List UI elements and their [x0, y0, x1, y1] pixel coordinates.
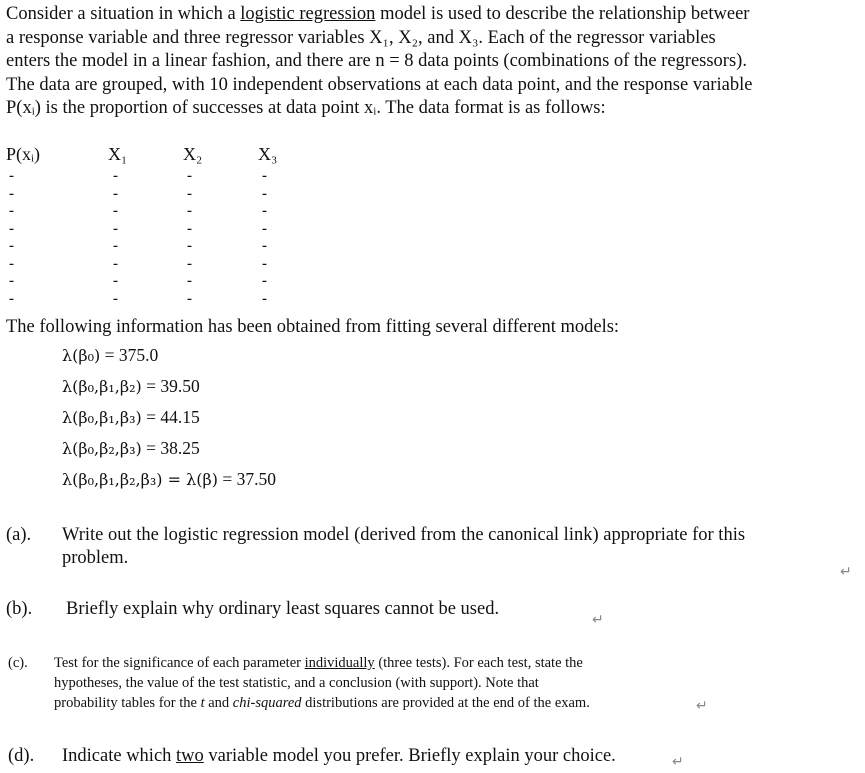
dash: -	[262, 255, 267, 272]
dash: -	[262, 203, 267, 219]
dash: -	[9, 185, 14, 202]
question-c-line-3: probability tables for the t and chi-squared distributions are provided at the end of the exam.	[54, 695, 590, 711]
header-x3: X₃	[258, 144, 278, 164]
dash: -	[113, 203, 118, 219]
intro-line-2: a response variable and three regressor variables X₁, X₂, and X₃. Each of the regressor variables	[6, 27, 716, 48]
dash-column-x3	[262, 168, 267, 308]
dash: -	[113, 168, 118, 184]
dash: -	[9, 255, 14, 272]
dash: -	[9, 203, 14, 219]
dash: -	[262, 185, 267, 202]
dash: -	[113, 273, 118, 289]
intro-line-1: Consider a situation in which a logistic regression model is used to describe the relationship betweer	[6, 4, 750, 24]
question-d-label: (d).	[8, 746, 35, 766]
dash: -	[113, 290, 118, 307]
question-a-line-2: problem.	[62, 548, 129, 568]
dash: -	[187, 203, 192, 219]
question-d-text: Indicate which two variable model you prefer. Briefly explain your choice.	[62, 746, 616, 766]
header-p-xi: P(xᵢ)	[6, 144, 40, 164]
question-c-line-2: hypotheses, the value of the test statistic, and a conclusion (with support). Note that	[54, 675, 539, 691]
dash: -	[9, 290, 14, 307]
dash: -	[187, 168, 192, 184]
dash: -	[113, 220, 118, 237]
intro-line-4: The data are grouped, with 10 independent observations at each data point, and the response variable	[6, 74, 753, 95]
equation-b0: λ(β₀) = 375.0	[62, 345, 159, 365]
question-b-text: Briefly explain why ordinary least squares cannot be used.	[66, 599, 500, 619]
dash: -	[113, 255, 118, 272]
intro-line-5: P(xᵢ) is the proportion of successes at data point xᵢ. The data format is as follows:	[6, 98, 606, 118]
question-c-line-1: Test for the significance of each parameter individually (three tests). For each test, state the	[54, 655, 583, 671]
dash: -	[262, 238, 267, 254]
dash: -	[9, 168, 14, 184]
dash: -	[187, 290, 192, 307]
return-icon: ↵	[592, 612, 604, 628]
return-icon: ↵	[696, 698, 708, 714]
intro-paragraph	[6, 3, 865, 121]
logistic-regression-link: logistic regression	[240, 4, 376, 24]
equation-b0-b2-b3: λ(β₀,β₂,β₃) = 38.25	[62, 438, 200, 458]
question-c-label: (c).	[8, 655, 28, 671]
dash: -	[187, 273, 192, 289]
header-x1: X₁	[108, 144, 128, 164]
question-a-line-1: Write out the logistic regression model (derived from the canonical link) appropriate for this	[62, 525, 746, 545]
dash: -	[187, 238, 192, 254]
question-a-label: (a).	[6, 525, 32, 545]
dash: -	[262, 168, 267, 184]
dash: -	[262, 273, 267, 289]
dash: -	[187, 185, 192, 202]
equation-full-model: λ(β₀,β₁,β₂,β₃) = λ(β) = 37.50	[62, 469, 276, 489]
dash-column-x1	[113, 168, 118, 308]
dash: -	[113, 238, 118, 254]
intro-line-3: enters the model in a linear fashion, and there are n = 8 data points (combinations of the regressors).	[6, 51, 747, 71]
dash-column-x2	[187, 168, 192, 308]
dash: -	[9, 220, 14, 237]
dash: -	[9, 238, 14, 254]
dash: -	[113, 185, 118, 202]
dash-column-p	[9, 168, 14, 308]
return-icon: ↵	[840, 564, 852, 580]
info-text: The following information has been obtained from fitting several different models:	[6, 317, 620, 337]
dash: -	[9, 273, 14, 289]
dash: -	[187, 220, 192, 237]
question-b-label: (b).	[6, 599, 33, 619]
dash: -	[262, 290, 267, 307]
equation-b0-b1-b2: λ(β₀,β₁,β₂) = 39.50	[62, 376, 200, 396]
dash: -	[187, 255, 192, 272]
equation-b0-b1-b3: λ(β₀,β₁,β₃) = 44.15	[62, 407, 200, 427]
dash: -	[262, 220, 267, 237]
header-x2: X₂	[183, 144, 203, 164]
return-icon: ↵	[672, 754, 684, 770]
